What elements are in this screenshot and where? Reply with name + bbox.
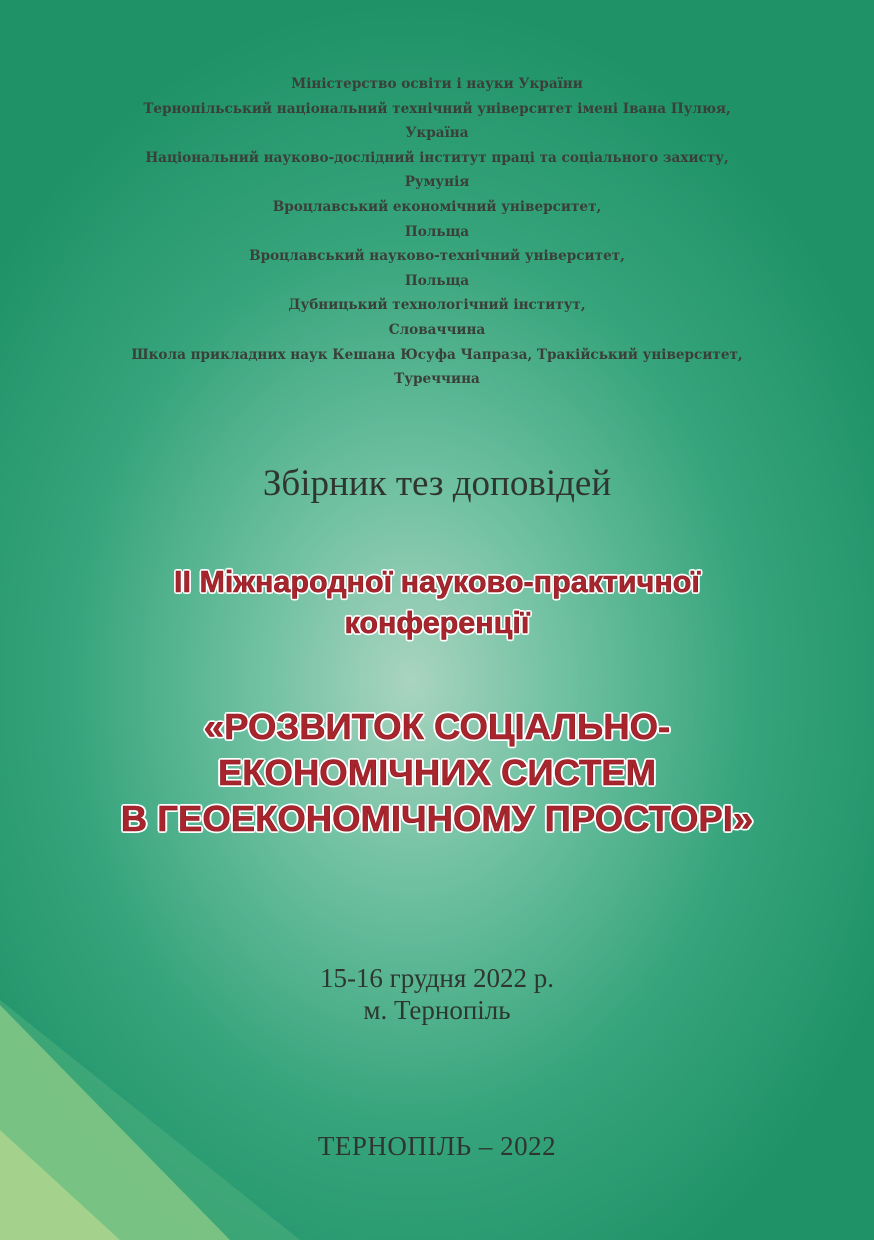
event-place: м. Тернопіль bbox=[363, 995, 511, 1025]
organizer-line: Міністерство освіти і науки України bbox=[291, 76, 583, 92]
organizer-line: Тернопільський національний технічний університет імені Івана Пулюя, bbox=[143, 100, 731, 117]
organizer-line: Україна bbox=[405, 125, 469, 142]
topic-line: ЕКОНОМІЧНИХ СИСТЕМ bbox=[217, 752, 657, 793]
event-dates: 15-16 грудня 2022 р. bbox=[319, 963, 555, 993]
organizer-line: Туреччина bbox=[394, 371, 480, 388]
conference-title-line: ІІ Міжнародної науково-практичної bbox=[174, 565, 700, 599]
organizer-line: Школа прикладних наук Кешана Юсуфа Чапраза, Тракійський університет, bbox=[131, 346, 743, 363]
organizer-line: Вроцлавський економічний університет, bbox=[272, 198, 602, 215]
organizer-line: Дубницький технологічний інститут, bbox=[288, 297, 586, 314]
topic-line: В ГЕОЕКОНОМІЧНОМУ ПРОСТОРІ» bbox=[120, 798, 754, 839]
footer-city-year: ТЕРНОПІЛЬ – 2022 bbox=[317, 1131, 557, 1161]
organizer-line: Польща bbox=[404, 272, 470, 289]
event-details bbox=[0, 962, 874, 1026]
organizers-list bbox=[0, 72, 874, 392]
collection-title: Збірник тез доповідей bbox=[262, 463, 612, 504]
conference-topic bbox=[0, 704, 874, 842]
organizer-line: Національний науково-дослідний інститут праці та соціального захисту, bbox=[145, 149, 729, 166]
conference-title bbox=[0, 562, 874, 644]
organizer-line: Польща bbox=[404, 223, 470, 240]
organizer-line: Словаччина bbox=[388, 321, 486, 338]
conference-title-line: конференції bbox=[344, 606, 530, 640]
organizer-line: Вроцлавський науково-технічний університет, bbox=[249, 248, 625, 265]
organizer-line: Румунія bbox=[404, 174, 470, 191]
topic-line: «РОЗВИТОК СОЦІАЛЬНО- bbox=[203, 706, 671, 747]
